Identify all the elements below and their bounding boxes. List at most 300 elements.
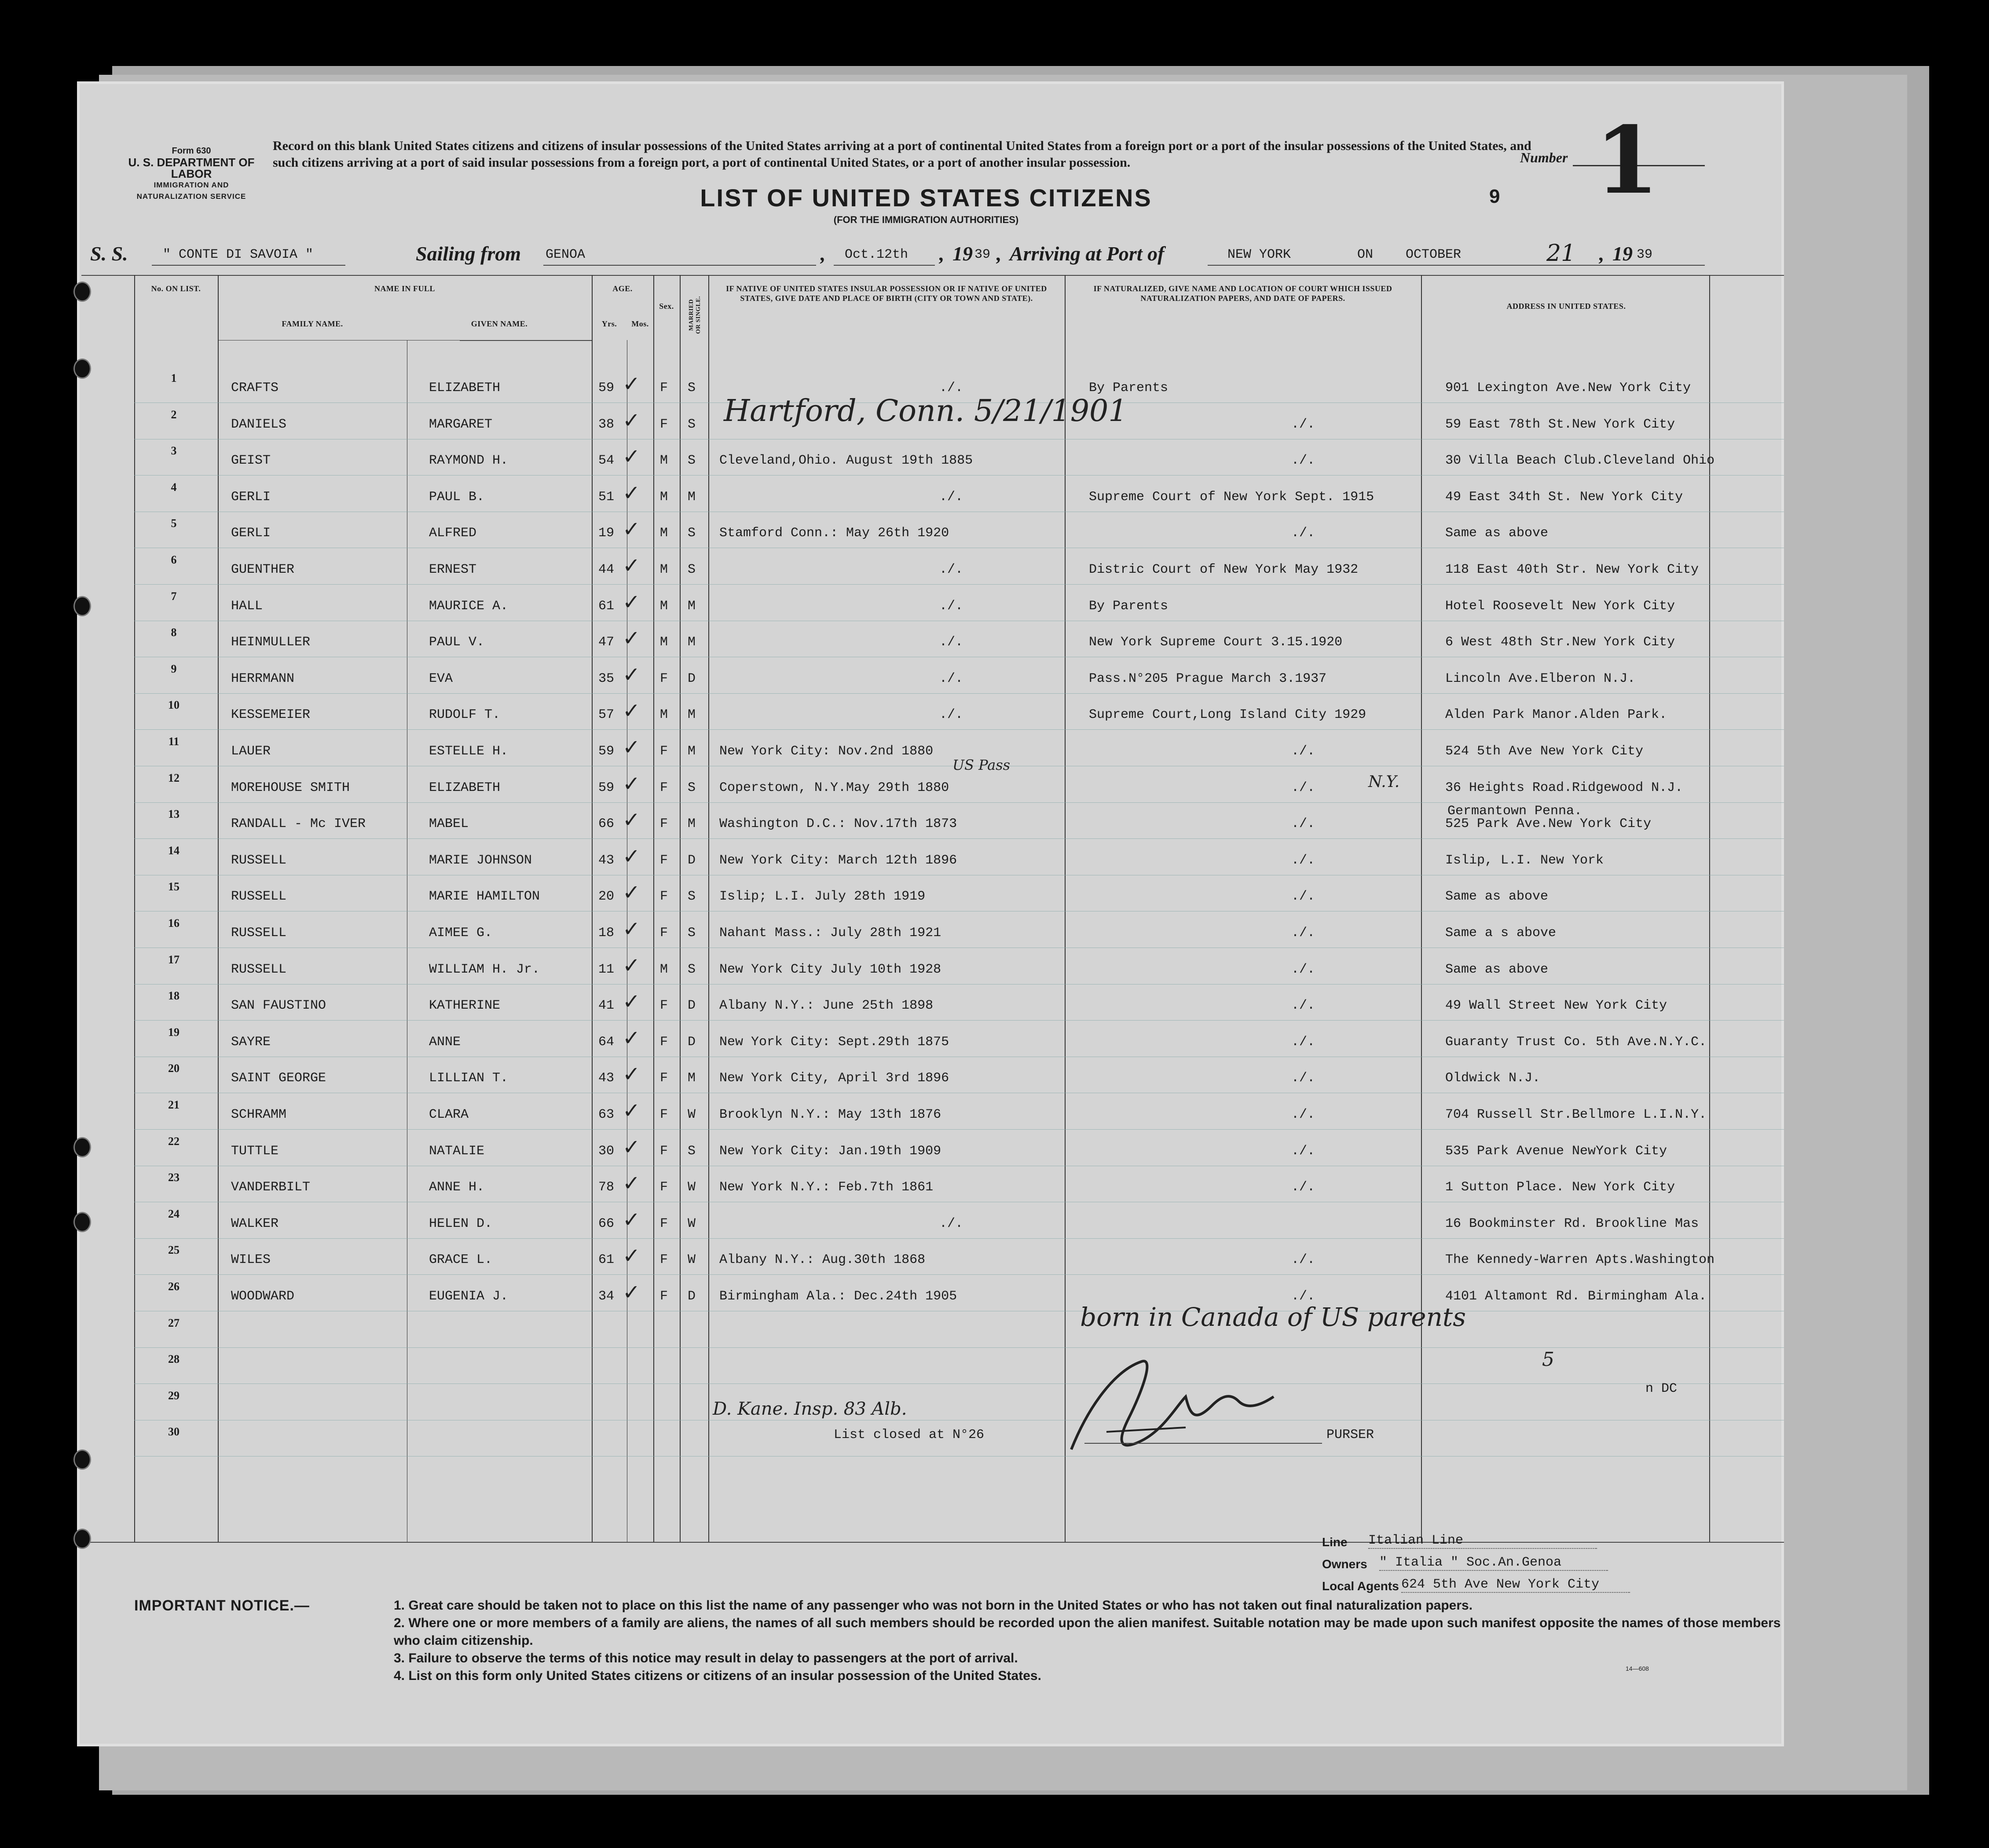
cell-status: S xyxy=(688,780,696,795)
handwritten-birth-row2: Hartford, Conn. 5/21/1901 xyxy=(724,394,1128,428)
day-to: 21 xyxy=(1546,240,1576,267)
cell-birth: ./. xyxy=(939,1216,963,1231)
cell-age: 57 xyxy=(598,707,615,723)
check-mark: ✓ xyxy=(623,1207,641,1232)
cell-birth: ./. xyxy=(939,635,963,650)
cell-nat: ./. xyxy=(1291,780,1315,795)
cell-age: 63 xyxy=(598,1107,615,1122)
cell-nat: ./. xyxy=(1291,816,1315,832)
page-title: LIST OF UNITED STATES CITIZENS xyxy=(700,184,1152,212)
cell-nat: ./. xyxy=(1291,1034,1315,1050)
sailing-label: Sailing from xyxy=(416,242,521,265)
row-number: 4 xyxy=(171,480,177,494)
year-to-prefix: 19 xyxy=(1612,242,1633,265)
cell-address: 1 Sutton Place. New York City xyxy=(1445,1180,1675,1195)
cell-age: 61 xyxy=(598,598,615,614)
row-number: 6 xyxy=(171,553,177,566)
header-mos: Mos. xyxy=(631,319,649,328)
header-given-name: GIVEN NAME. xyxy=(471,319,528,328)
row25-address-line2: n DC xyxy=(1645,1381,1678,1396)
row-rule xyxy=(134,584,1784,585)
cell-given: ELIZABETH xyxy=(429,780,501,795)
year-from: 39 xyxy=(974,247,991,262)
cell-birth: New York N.Y.: Feb.7th 1861 xyxy=(719,1180,934,1195)
cell-nat: New York Supreme Court 3.15.1920 xyxy=(1089,635,1343,650)
row-number: 8 xyxy=(171,626,177,639)
cell-family: RUSSELL xyxy=(231,889,287,904)
cell-sex: M xyxy=(660,562,668,577)
cell-given: MARIE JOHNSON xyxy=(429,853,532,868)
cell-family: SAYRE xyxy=(231,1034,271,1050)
cell-family: WALKER xyxy=(231,1216,279,1231)
cell-given: LILLIAN T. xyxy=(429,1071,509,1086)
cell-address: The Kennedy-Warren Apts.Washington xyxy=(1445,1252,1715,1268)
cell-address: 49 East 34th St. New York City xyxy=(1445,489,1683,505)
cell-age: 66 xyxy=(598,816,615,832)
header-sex: Sex. xyxy=(659,302,674,311)
ship-name: " CONTE DI SAVOIA " xyxy=(163,247,314,262)
cell-given: ESTELLE H. xyxy=(429,744,509,759)
cell-given: EUGENIA J. xyxy=(429,1289,509,1304)
check-mark: ✓ xyxy=(623,372,641,396)
cell-status: M xyxy=(688,598,696,614)
header-address: ADDRESS IN UNITED STATES. xyxy=(1506,302,1626,311)
cell-nat: ./. xyxy=(1291,998,1315,1014)
cell-sex: F xyxy=(660,1216,668,1231)
form-number: Form 630 xyxy=(172,146,211,156)
form-identifier xyxy=(125,145,257,202)
port-to: NEW YORK xyxy=(1227,247,1291,262)
row-number: 15 xyxy=(168,880,179,893)
punch-hole xyxy=(73,596,91,616)
cell-status: S xyxy=(688,962,696,977)
cell-nat: Distric Court of New York May 1932 xyxy=(1089,562,1359,577)
check-mark: ✓ xyxy=(623,1025,641,1050)
cell-family: GERLI xyxy=(231,489,271,505)
check-mark: ✓ xyxy=(623,662,641,687)
cell-birth: ./. xyxy=(939,381,963,395)
check-mark: ✓ xyxy=(623,699,641,724)
cell-nat: ./. xyxy=(1291,453,1315,468)
check-mark: ✓ xyxy=(623,735,641,760)
header-family-name: FAMILY NAME. xyxy=(282,319,343,328)
row-number: 28 xyxy=(168,1353,179,1366)
cell-status: S xyxy=(688,1143,696,1159)
notice-item-3: 3. Failure to observe the terms of this notice may result in delay to passengers at the port of arrival. xyxy=(394,1651,1018,1665)
punch-hole xyxy=(73,282,91,302)
cell-family: VANDERBILT xyxy=(231,1180,311,1195)
cell-address: 704 Russell Str.Bellmore L.I.N.Y. xyxy=(1445,1107,1707,1122)
row-number: 22 xyxy=(168,1134,179,1148)
cell-family: SAN FAUSTINO xyxy=(231,998,326,1014)
header-birth: IF NATIVE OF UNITED STATES INSULAR POSSESSION OR IF NATIVE OF UNITED STATES, GIVE DATE AND PLACE OF BIRTH (CITY OR TOWN AND STATE). xyxy=(726,284,1047,303)
cell-family: SAINT GEORGE xyxy=(231,1071,326,1086)
cell-family: HERRMANN xyxy=(231,671,295,686)
cell-address: 59 East 78th St.New York City xyxy=(1445,417,1675,432)
check-mark: ✓ xyxy=(623,480,641,505)
cell-nat: ./. xyxy=(1291,526,1315,541)
cell-age: 59 xyxy=(598,381,615,395)
cell-family: GUENTHER xyxy=(231,562,295,577)
port-from-underline xyxy=(543,265,816,266)
cell-given: CLARA xyxy=(429,1107,469,1122)
cell-family: RUSSELL xyxy=(231,926,287,940)
cell-sex: F xyxy=(660,1034,668,1050)
cell-given: EVA xyxy=(429,671,453,686)
notice-item-4: 4. List on this form only United States citizens or citizens of an insular possession of the United States. xyxy=(394,1669,1041,1683)
cell-birth: Albany N.Y.: June 25th 1898 xyxy=(719,998,934,1014)
notice-item-1: 1. Great care should be taken not to place on this list the name of any passenger who was not born in the United States or who has not taken out final naturalization papers. xyxy=(394,1598,1473,1613)
check-mark: ✓ xyxy=(623,626,641,651)
cell-nat: Supreme Court of New York Sept. 1915 xyxy=(1089,489,1374,505)
cell-birth: Stamford Conn.: May 26th 1920 xyxy=(719,526,949,541)
cell-nat: ./. xyxy=(1291,1252,1315,1268)
cell-birth: Coperstown, N.Y.May 29th 1880 xyxy=(719,780,949,795)
cell-sex: F xyxy=(660,926,668,940)
cell-status: S xyxy=(688,381,696,395)
cell-address: 525 Park Ave.New York City xyxy=(1445,816,1652,832)
cell-sex: M xyxy=(660,526,668,541)
cell-nat: Pass.N°205 Prague March 3.1937 xyxy=(1089,671,1327,686)
cell-nat: Supreme Court,Long Island City 1929 xyxy=(1089,707,1366,723)
cell-given: RAYMOND H. xyxy=(429,453,509,468)
cell-address: 901 Lexington Ave.New York City xyxy=(1445,381,1691,395)
cell-address: 118 East 40th Str. New York City xyxy=(1445,562,1699,577)
cell-status: D xyxy=(688,671,696,686)
cell-nat: ./. xyxy=(1291,1143,1315,1159)
check-mark: ✓ xyxy=(623,1244,641,1269)
cell-age: 44 xyxy=(598,562,615,577)
cell-age: 47 xyxy=(598,635,615,650)
handwritten-note-row9: US Pass xyxy=(952,757,1011,773)
cell-given: RUDOLF T. xyxy=(429,707,501,723)
owners-value: " Italia " Soc.An.Genoa xyxy=(1379,1555,1608,1571)
cell-nat: ./. xyxy=(1291,744,1315,759)
row-rule xyxy=(134,1129,1784,1130)
date-from: Oct.12th xyxy=(845,247,908,262)
row-rule xyxy=(134,1238,1784,1239)
cell-birth: New York City: Nov.2nd 1880 xyxy=(719,744,934,759)
check-mark: ✓ xyxy=(623,1098,641,1123)
cell-birth: ./. xyxy=(939,562,963,577)
punch-hole xyxy=(73,1137,91,1157)
cell-nat: ./. xyxy=(1291,889,1315,904)
cell-given: MABEL xyxy=(429,816,469,832)
local-agents-label: Local Agents xyxy=(1322,1579,1399,1593)
cell-age: 43 xyxy=(598,1071,615,1086)
check-mark: ✓ xyxy=(623,553,641,578)
cell-family: RUSSELL xyxy=(231,962,287,977)
cell-age: 64 xyxy=(598,1034,615,1050)
cell-family: CRAFTS xyxy=(231,381,279,395)
cell-sex: F xyxy=(660,1071,668,1086)
cell-nat: ./. xyxy=(1291,1180,1315,1195)
page-subtitle: (FOR THE IMMIGRATION AUTHORITIES) xyxy=(833,214,1019,225)
cell-address: Islip, L.I. New York xyxy=(1445,853,1604,868)
cell-birth: Brooklyn N.Y.: May 13th 1876 xyxy=(719,1107,941,1122)
row-rule xyxy=(134,802,1784,803)
cell-address: Same as above xyxy=(1445,526,1549,541)
check-mark: ✓ xyxy=(623,1062,641,1087)
cell-nat: By Parents xyxy=(1089,381,1168,395)
cell-given: MARGARET xyxy=(429,417,493,432)
cell-sex: F xyxy=(660,744,668,759)
row-number: 24 xyxy=(168,1207,179,1220)
cell-birth: New York City July 10th 1928 xyxy=(719,962,941,977)
cell-sex: F xyxy=(660,417,668,432)
cell-family: DANIELS xyxy=(231,417,287,432)
row-number: 29 xyxy=(168,1389,179,1402)
row-rule xyxy=(134,838,1784,839)
cell-birth: ./. xyxy=(939,598,963,614)
ss-label: S. S. xyxy=(90,242,128,265)
row-number: 13 xyxy=(168,808,179,821)
cell-birth: Birmingham Ala.: Dec.24th 1905 xyxy=(719,1289,957,1304)
service-name: IMMIGRATION AND NATURALIZATION SERVICE xyxy=(136,181,246,201)
cell-family: WILES xyxy=(231,1252,271,1268)
number-label: Number xyxy=(1520,150,1568,165)
list-number: 1 xyxy=(1595,106,1659,215)
cell-status: S xyxy=(688,562,696,577)
header-naturalized: IF NATURALIZED, GIVE NAME AND LOCATION OF COURT WHICH ISSUED NATURALIZATION PAPERS, AND DATE OF PAPERS. xyxy=(1093,284,1392,303)
cell-sex: M xyxy=(660,598,668,614)
check-mark: ✓ xyxy=(623,1134,641,1160)
department-name: U. S. DEPARTMENT OF LABOR xyxy=(128,156,255,180)
cell-sex: M xyxy=(660,962,668,977)
row-number: 5 xyxy=(171,517,177,530)
line-label: Line xyxy=(1322,1535,1348,1549)
cell-family: MOREHOUSE SMITH xyxy=(231,780,350,795)
cell-age: 18 xyxy=(598,926,615,940)
cell-nat: ./. xyxy=(1291,1107,1315,1122)
cell-sex: F xyxy=(660,780,668,795)
purser-signature xyxy=(1054,1353,1282,1467)
cell-address: 524 5th Ave New York City xyxy=(1445,744,1644,759)
cell-sex: F xyxy=(660,853,668,868)
row-rule xyxy=(134,475,1784,476)
cell-nat: ./. xyxy=(1291,962,1315,977)
cell-birth: Cleveland,Ohio. August 19th 1885 xyxy=(719,453,973,468)
cell-age: 11 xyxy=(598,962,615,977)
cell-status: M xyxy=(688,816,696,832)
cell-address: Same a s above xyxy=(1445,926,1557,940)
cell-sex: F xyxy=(660,1143,668,1159)
cell-status: D xyxy=(688,853,696,868)
cell-family: SCHRAMM xyxy=(231,1107,287,1122)
cell-status: S xyxy=(688,926,696,940)
cell-nat: By Parents xyxy=(1089,598,1168,614)
row-number: 9 xyxy=(171,662,177,675)
row-rule xyxy=(134,1274,1784,1275)
row-number: 2 xyxy=(171,408,177,421)
cell-sex: F xyxy=(660,816,668,832)
punch-hole xyxy=(73,1529,91,1549)
cell-given: ANNE xyxy=(429,1034,461,1050)
cell-birth: Islip; L.I. July 28th 1919 xyxy=(719,889,926,904)
cell-sex: F xyxy=(660,1252,668,1268)
row-number: 1 xyxy=(171,372,177,384)
cell-birth: Nahant Mass.: July 28th 1921 xyxy=(719,926,941,940)
cell-given: AIMEE G. xyxy=(429,926,493,940)
line-value: Italian Line xyxy=(1368,1533,1597,1549)
cell-sex: M xyxy=(660,707,668,723)
check-mark: ✓ xyxy=(623,771,641,796)
cell-status: S xyxy=(688,417,696,432)
cell-address: Same as above xyxy=(1445,962,1549,977)
cell-given: GRACE L. xyxy=(429,1252,493,1268)
cell-family: LAUER xyxy=(231,744,271,759)
cell-sex: F xyxy=(660,1107,668,1122)
row-number: 30 xyxy=(168,1425,179,1438)
cell-given: ELIZABETH xyxy=(429,381,501,395)
cell-birth: ./. xyxy=(939,489,963,505)
cell-age: 19 xyxy=(598,526,615,541)
cell-status: S xyxy=(688,453,696,468)
handwritten-note-row10: N.Y. xyxy=(1368,773,1400,791)
cell-family: WOODWARD xyxy=(231,1289,295,1304)
cell-sex: F xyxy=(660,1289,668,1304)
cell-address: 30 Villa Beach Club.Cleveland Ohio xyxy=(1445,453,1715,468)
cell-status: M xyxy=(688,1071,696,1086)
purser-underline xyxy=(1084,1443,1322,1444)
handwritten-note-row24: born in Canada of US parents xyxy=(1080,1302,1466,1332)
cell-sex: F xyxy=(660,671,668,686)
cell-birth: ./. xyxy=(939,707,963,723)
cell-address: 49 Wall Street New York City xyxy=(1445,998,1667,1014)
cell-birth: Washington D.C.: Nov.17th 1873 xyxy=(719,816,957,832)
cell-sex: M xyxy=(660,489,668,505)
cell-family: RANDALL - Mc IVER xyxy=(231,816,366,832)
local-agents-value: 624 5th Ave New York City xyxy=(1401,1577,1630,1593)
row-number: 27 xyxy=(168,1316,179,1329)
date-underline xyxy=(834,265,935,266)
header-name-in-full: NAME IN FULL xyxy=(374,284,435,293)
cell-nat: ./. xyxy=(1291,417,1315,432)
manifest-page xyxy=(77,81,1784,1746)
cell-age: 30 xyxy=(598,1143,615,1159)
check-mark: ✓ xyxy=(623,1280,641,1305)
check-mark: ✓ xyxy=(623,444,641,469)
row-rule xyxy=(134,1020,1784,1021)
row-rule xyxy=(134,1347,1784,1348)
header-age: AGE. xyxy=(612,284,633,293)
row10-address-line2: Germantown Penna. xyxy=(1447,804,1582,819)
list-closed-text: List closed at N°26 xyxy=(834,1427,985,1442)
check-mark: ✓ xyxy=(623,989,641,1014)
row-number: 14 xyxy=(168,844,179,857)
cell-status: W xyxy=(688,1216,696,1231)
cell-given: ALFRED xyxy=(429,526,477,541)
row-number: 10 xyxy=(168,699,179,712)
punch-hole xyxy=(73,1449,91,1470)
cell-status: M xyxy=(688,707,696,723)
cell-status: W xyxy=(688,1180,696,1195)
row-number: 17 xyxy=(168,953,179,966)
cell-age: 54 xyxy=(598,453,615,468)
port-from: GENOA xyxy=(546,247,586,262)
cell-given: WILLIAM H. Jr. xyxy=(429,962,540,977)
header-no-on-list: No. ON LIST. xyxy=(151,284,201,293)
stray-mark: 5 xyxy=(1542,1348,1554,1371)
cell-birth: New York City, April 3rd 1896 xyxy=(719,1071,949,1086)
check-mark: ✓ xyxy=(623,517,641,542)
signature-stroke xyxy=(1071,1361,1274,1449)
cell-address: 4101 Altamont Rd. Birmingham Ala. xyxy=(1445,1289,1707,1304)
check-mark: ✓ xyxy=(623,953,641,978)
punch-hole xyxy=(73,359,91,379)
cell-sex: M xyxy=(660,453,668,468)
cell-family: TUTTLE xyxy=(231,1143,279,1159)
cell-address: 6 West 48th Str.New York City xyxy=(1445,635,1675,650)
row-number: 21 xyxy=(168,1098,179,1111)
passenger-table xyxy=(77,275,1784,1590)
check-mark: ✓ xyxy=(623,589,641,615)
year-prefix: 19 xyxy=(952,242,973,265)
row-number: 26 xyxy=(168,1280,179,1293)
row-rule xyxy=(134,729,1784,730)
cell-age: 51 xyxy=(598,489,615,505)
cell-family: RUSSELL xyxy=(231,853,287,868)
cell-status: D xyxy=(688,998,696,1014)
cell-status: S xyxy=(688,526,696,541)
handwritten-inspector-note: D. Kane. Insp. 83 Alb. xyxy=(713,1399,907,1419)
cell-age: 35 xyxy=(598,671,615,686)
form-instructions: Record on this blank United States citizens and citizens of insular possessions of the United States arriving at a port of continental United States from a foreign port or a port of the insular possessions of the United States, and such citizens arriving at a port of said insular possessions from a foreign port, a port of continental United States, or a port of another insular possession. xyxy=(273,139,1531,170)
row-number: 25 xyxy=(168,1244,179,1257)
cell-sex: F xyxy=(660,998,668,1014)
year-to: 39 xyxy=(1637,247,1653,262)
cell-age: 61 xyxy=(598,1252,615,1268)
ship-underline xyxy=(152,265,345,266)
cell-age: 34 xyxy=(598,1289,615,1304)
cell-given: PAUL V. xyxy=(429,635,485,650)
cell-given: MAURICE A. xyxy=(429,598,509,614)
cell-age: 59 xyxy=(598,780,615,795)
footer-code: 14—608 xyxy=(1626,1665,1649,1672)
cell-given: HELEN D. xyxy=(429,1216,493,1231)
punch-hole xyxy=(73,1212,91,1232)
row-number: 19 xyxy=(168,1025,179,1039)
cell-sex: F xyxy=(660,381,668,395)
cell-nat: ./. xyxy=(1291,926,1315,940)
check-mark: ✓ xyxy=(623,844,641,869)
cell-sex: F xyxy=(660,889,668,904)
voyage-line: S. S. " CONTE DI SAVOIA " Sailing from GENOA , Oct.12th , 19 39 , Arriving at Port of NEW YORK ON OCTOBER 21 , 19 39 xyxy=(90,242,1797,273)
cell-given: KATHERINE xyxy=(429,998,501,1014)
cell-address: 16 Bookminster Rd. Brookline Mas xyxy=(1445,1216,1699,1231)
cell-status: M xyxy=(688,744,696,759)
cell-age: 66 xyxy=(598,1216,615,1231)
check-mark: ✓ xyxy=(623,1171,641,1196)
row-number: 16 xyxy=(168,917,179,929)
cell-status: W xyxy=(688,1252,696,1268)
check-mark: ✓ xyxy=(623,917,641,941)
cell-family: HEINMULLER xyxy=(231,635,311,650)
cell-status: D xyxy=(688,1034,696,1050)
cell-status: M xyxy=(688,489,696,505)
cell-family: GERLI xyxy=(231,526,271,541)
check-mark: ✓ xyxy=(623,808,641,833)
check-mark: ✓ xyxy=(623,408,641,433)
cell-status: S xyxy=(688,889,696,904)
cell-nat: ./. xyxy=(1291,1071,1315,1086)
row-number: 12 xyxy=(168,771,179,784)
header-yrs: Yrs. xyxy=(601,319,617,328)
row-rule xyxy=(134,693,1784,694)
cell-address: Lincoln Ave.Elberon N.J. xyxy=(1445,671,1636,686)
cell-address: Same as above xyxy=(1445,889,1549,904)
on-label: ON xyxy=(1357,247,1374,262)
